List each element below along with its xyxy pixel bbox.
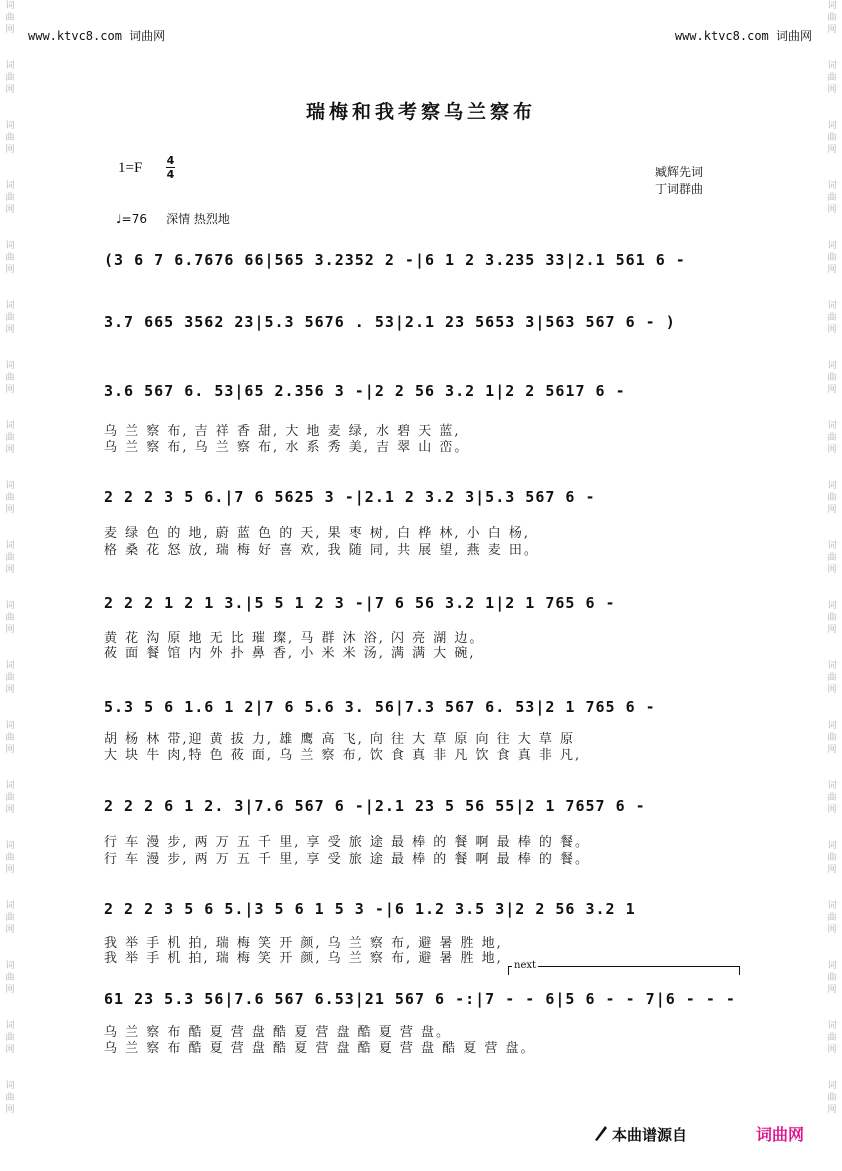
- footer-logo[interactable]: 词曲网: [756, 1125, 805, 1144]
- lyric-line: 乌 兰 察 布 酷 夏 营 盘 酷 夏 营 盘 酷 夏 营 盘 酷 夏 营 盘。: [104, 1041, 536, 1056]
- watermark-text: 词 曲 网: [827, 661, 837, 695]
- watermark-text: 词 曲 网: [5, 841, 15, 875]
- notation-line: 2 2 2 3 5 6 5.|3 5 6 1 5 3 -|6 1.2 3.5 3|2 2 56 3.2 1: [104, 900, 636, 918]
- watermark-text: 词 曲 网: [5, 481, 15, 515]
- meter-top: 4: [166, 154, 175, 167]
- lyric-line: 麦 绿 色 的 地, 蔚 蓝 色 的 天, 果 枣 树, 白 桦 林, 小 白 杨,: [104, 526, 531, 541]
- footer-source: 本曲谱源自: [612, 1126, 688, 1144]
- notation-line: 2 2 2 6 1 2. 3|7.6 567 6 -|2.1 23 5 56 55|2 1 7657 6 -: [104, 797, 646, 815]
- notation-row: [104, 698, 744, 722]
- notation-row: [104, 313, 744, 337]
- lyric-line: 我 举 手 机 拍, 瑞 梅 笑 开 颜, 乌 兰 察 布, 避 暑 胜 地,: [104, 951, 503, 966]
- tempo-bpm: ♩=76: [116, 212, 147, 226]
- tempo-marking: [116, 210, 230, 227]
- watermark-text: 词 曲 网: [5, 541, 15, 575]
- watermark-text: 词 曲 网: [827, 721, 837, 755]
- site-url-left[interactable]: www.ktvc8.com 词曲网: [28, 29, 166, 43]
- watermark-text: 词 曲 网: [5, 781, 15, 815]
- site-url-right[interactable]: www.ktvc8.com 词曲网: [674, 29, 812, 43]
- watermark-text: 词 曲 网: [827, 1021, 837, 1055]
- notation-line: 3.7 665 3562 23|5.3 5676 . 53|2.1 23 5653 3|563 567 6 - ): [104, 313, 676, 331]
- notation-row: [104, 488, 744, 512]
- watermark-text: 词 曲 网: [827, 1, 837, 35]
- lyric-line: 格 桑 花 怒 放, 瑞 梅 好 喜 欢, 我 随 同, 共 展 望, 燕 麦 田。: [104, 543, 539, 558]
- watermark-text: 词 曲 网: [5, 361, 15, 395]
- watermark-text: 词 曲 网: [827, 361, 837, 395]
- lyric-line: 行 车 漫 步, 两 万 五 千 里, 享 受 旅 途 最 棒 的 餐 啊 最 棒 的 餐。: [104, 852, 591, 867]
- watermark-text: 词 曲 网: [5, 61, 15, 95]
- lyric-line: 行 车 漫 步, 两 万 五 千 里, 享 受 旅 途 最 棒 的 餐 啊 最 棒 的 餐。: [104, 835, 591, 850]
- notation-row: [104, 797, 744, 821]
- watermark-text: 词 曲 网: [5, 301, 15, 335]
- watermark-text: 词 曲 网: [827, 541, 837, 575]
- watermark-text: 词 曲 网: [827, 841, 837, 875]
- watermark-text: 词 曲 网: [827, 241, 837, 275]
- notation-line: 2 2 2 3 5 6.|7 6 5625 3 -|2.1 2 3.2 3|5.3 567 6 -: [104, 488, 596, 506]
- notation-row: [104, 382, 744, 406]
- notation-line: 3.6 567 6. 53|65 2.356 3 -|2 2 56 3.2 1|2 2 5617 6 -: [104, 382, 626, 400]
- watermark-text: 词 曲 网: [5, 421, 15, 455]
- watermark-text: 词 曲 网: [827, 121, 837, 155]
- lyric-line: 莜 面 餐 馆 内 外 扑 鼻 香, 小 米 米 汤, 满 满 大 碗,: [104, 646, 476, 661]
- watermark-text: 词 曲 网: [5, 721, 15, 755]
- watermark-text: 词 曲 网: [827, 181, 837, 215]
- watermark-text: 词 曲 网: [5, 1021, 15, 1055]
- lyric-line: 黄 花 沟 原 地 无 比 璀 璨, 马 群 沐 浴, 闪 亮 湖 边。: [104, 631, 485, 646]
- pen-icon: [593, 1122, 609, 1142]
- meter-bottom: 4: [166, 168, 175, 181]
- watermark-text: 词 曲 网: [827, 601, 837, 635]
- notation-row: [104, 251, 744, 275]
- watermark-text: 词 曲 网: [5, 1, 15, 35]
- watermark-text: 词 曲 网: [5, 601, 15, 635]
- watermark-text: 词 曲 网: [827, 1081, 837, 1115]
- notation-row: [104, 594, 744, 618]
- watermark-text: 词 曲 网: [827, 781, 837, 815]
- watermark-text: 词 曲 网: [5, 661, 15, 695]
- lyric-line: 大 块 牛 肉,特 色 莜 面, 乌 兰 察 布, 饮 食 真 非 凡 饮 食 真 非 凡,: [104, 748, 582, 763]
- lyric-line: 乌 兰 察 布, 吉 祥 香 甜, 大 地 麦 绿, 水 碧 天 蓝,: [104, 424, 461, 439]
- notation-row: [104, 900, 744, 924]
- watermark-text: 词 曲 网: [5, 961, 15, 995]
- time-signature: [166, 155, 175, 180]
- tempo-expression: 深情 热烈地: [166, 212, 230, 226]
- lyric-line: 我 举 手 机 拍, 瑞 梅 笑 开 颜, 乌 兰 察 布, 避 暑 胜 地,: [104, 936, 503, 951]
- watermark-right: [824, 0, 840, 1171]
- watermark-text: 词 曲 网: [5, 241, 15, 275]
- watermark-text: 词 曲 网: [5, 901, 15, 935]
- watermark-text: 词 曲 网: [827, 901, 837, 935]
- song-title: 瑞梅和我考察乌兰察布: [305, 101, 536, 123]
- watermark-text: 词 曲 网: [827, 421, 837, 455]
- watermark-text: 词 曲 网: [5, 121, 15, 155]
- notation-line: 2 2 2 1 2 1 3.|5 5 1 2 3 -|7 6 56 3.2 1|2 1 765 6 -: [104, 594, 616, 612]
- watermark-text: 词 曲 网: [5, 181, 15, 215]
- notation-line: (3 6 7 6.7676 66|565 3.2352 2 -|6 1 2 3.235 33|2.1 561 6 -: [104, 251, 686, 269]
- key-signature: 1=F: [118, 160, 143, 176]
- notation-line: 61 23 5.3 56|7.6 567 6.53|21 567 6 -:|7 - - 6|5 6 - - 7|6 - - -: [104, 990, 736, 1008]
- watermark-text: 词 曲 网: [827, 961, 837, 995]
- watermark-text: 词 曲 网: [5, 1081, 15, 1115]
- watermark-left: [2, 0, 18, 1171]
- lyric-line: 胡 杨 林 带,迎 黄 拔 力, 雄 鹰 高 飞, 向 往 大 草 原 向 往 大 草 原: [104, 732, 576, 747]
- lyricist-credit: 臧辉先词: [655, 165, 704, 179]
- lyric-line: 乌 兰 察 布 酷 夏 营 盘 酷 夏 营 盘 酷 夏 营 盘。: [104, 1025, 451, 1040]
- watermark-text: 词 曲 网: [827, 481, 837, 515]
- composer-credit: 丁词群曲: [655, 182, 704, 196]
- ending-label: next: [514, 960, 537, 971]
- lyric-line: 乌 兰 察 布, 乌 兰 察 布, 水 系 秀 美, 吉 翠 山 峦。: [104, 440, 470, 455]
- ending-bracket: [508, 966, 740, 975]
- notation-row: [104, 990, 744, 1014]
- watermark-text: 词 曲 网: [827, 61, 837, 95]
- notation-line: 5.3 5 6 1.6 1 2|7 6 5.6 3. 56|7.3 567 6. 53|2 1 765 6 -: [104, 698, 656, 716]
- watermark-text: 词 曲 网: [827, 301, 837, 335]
